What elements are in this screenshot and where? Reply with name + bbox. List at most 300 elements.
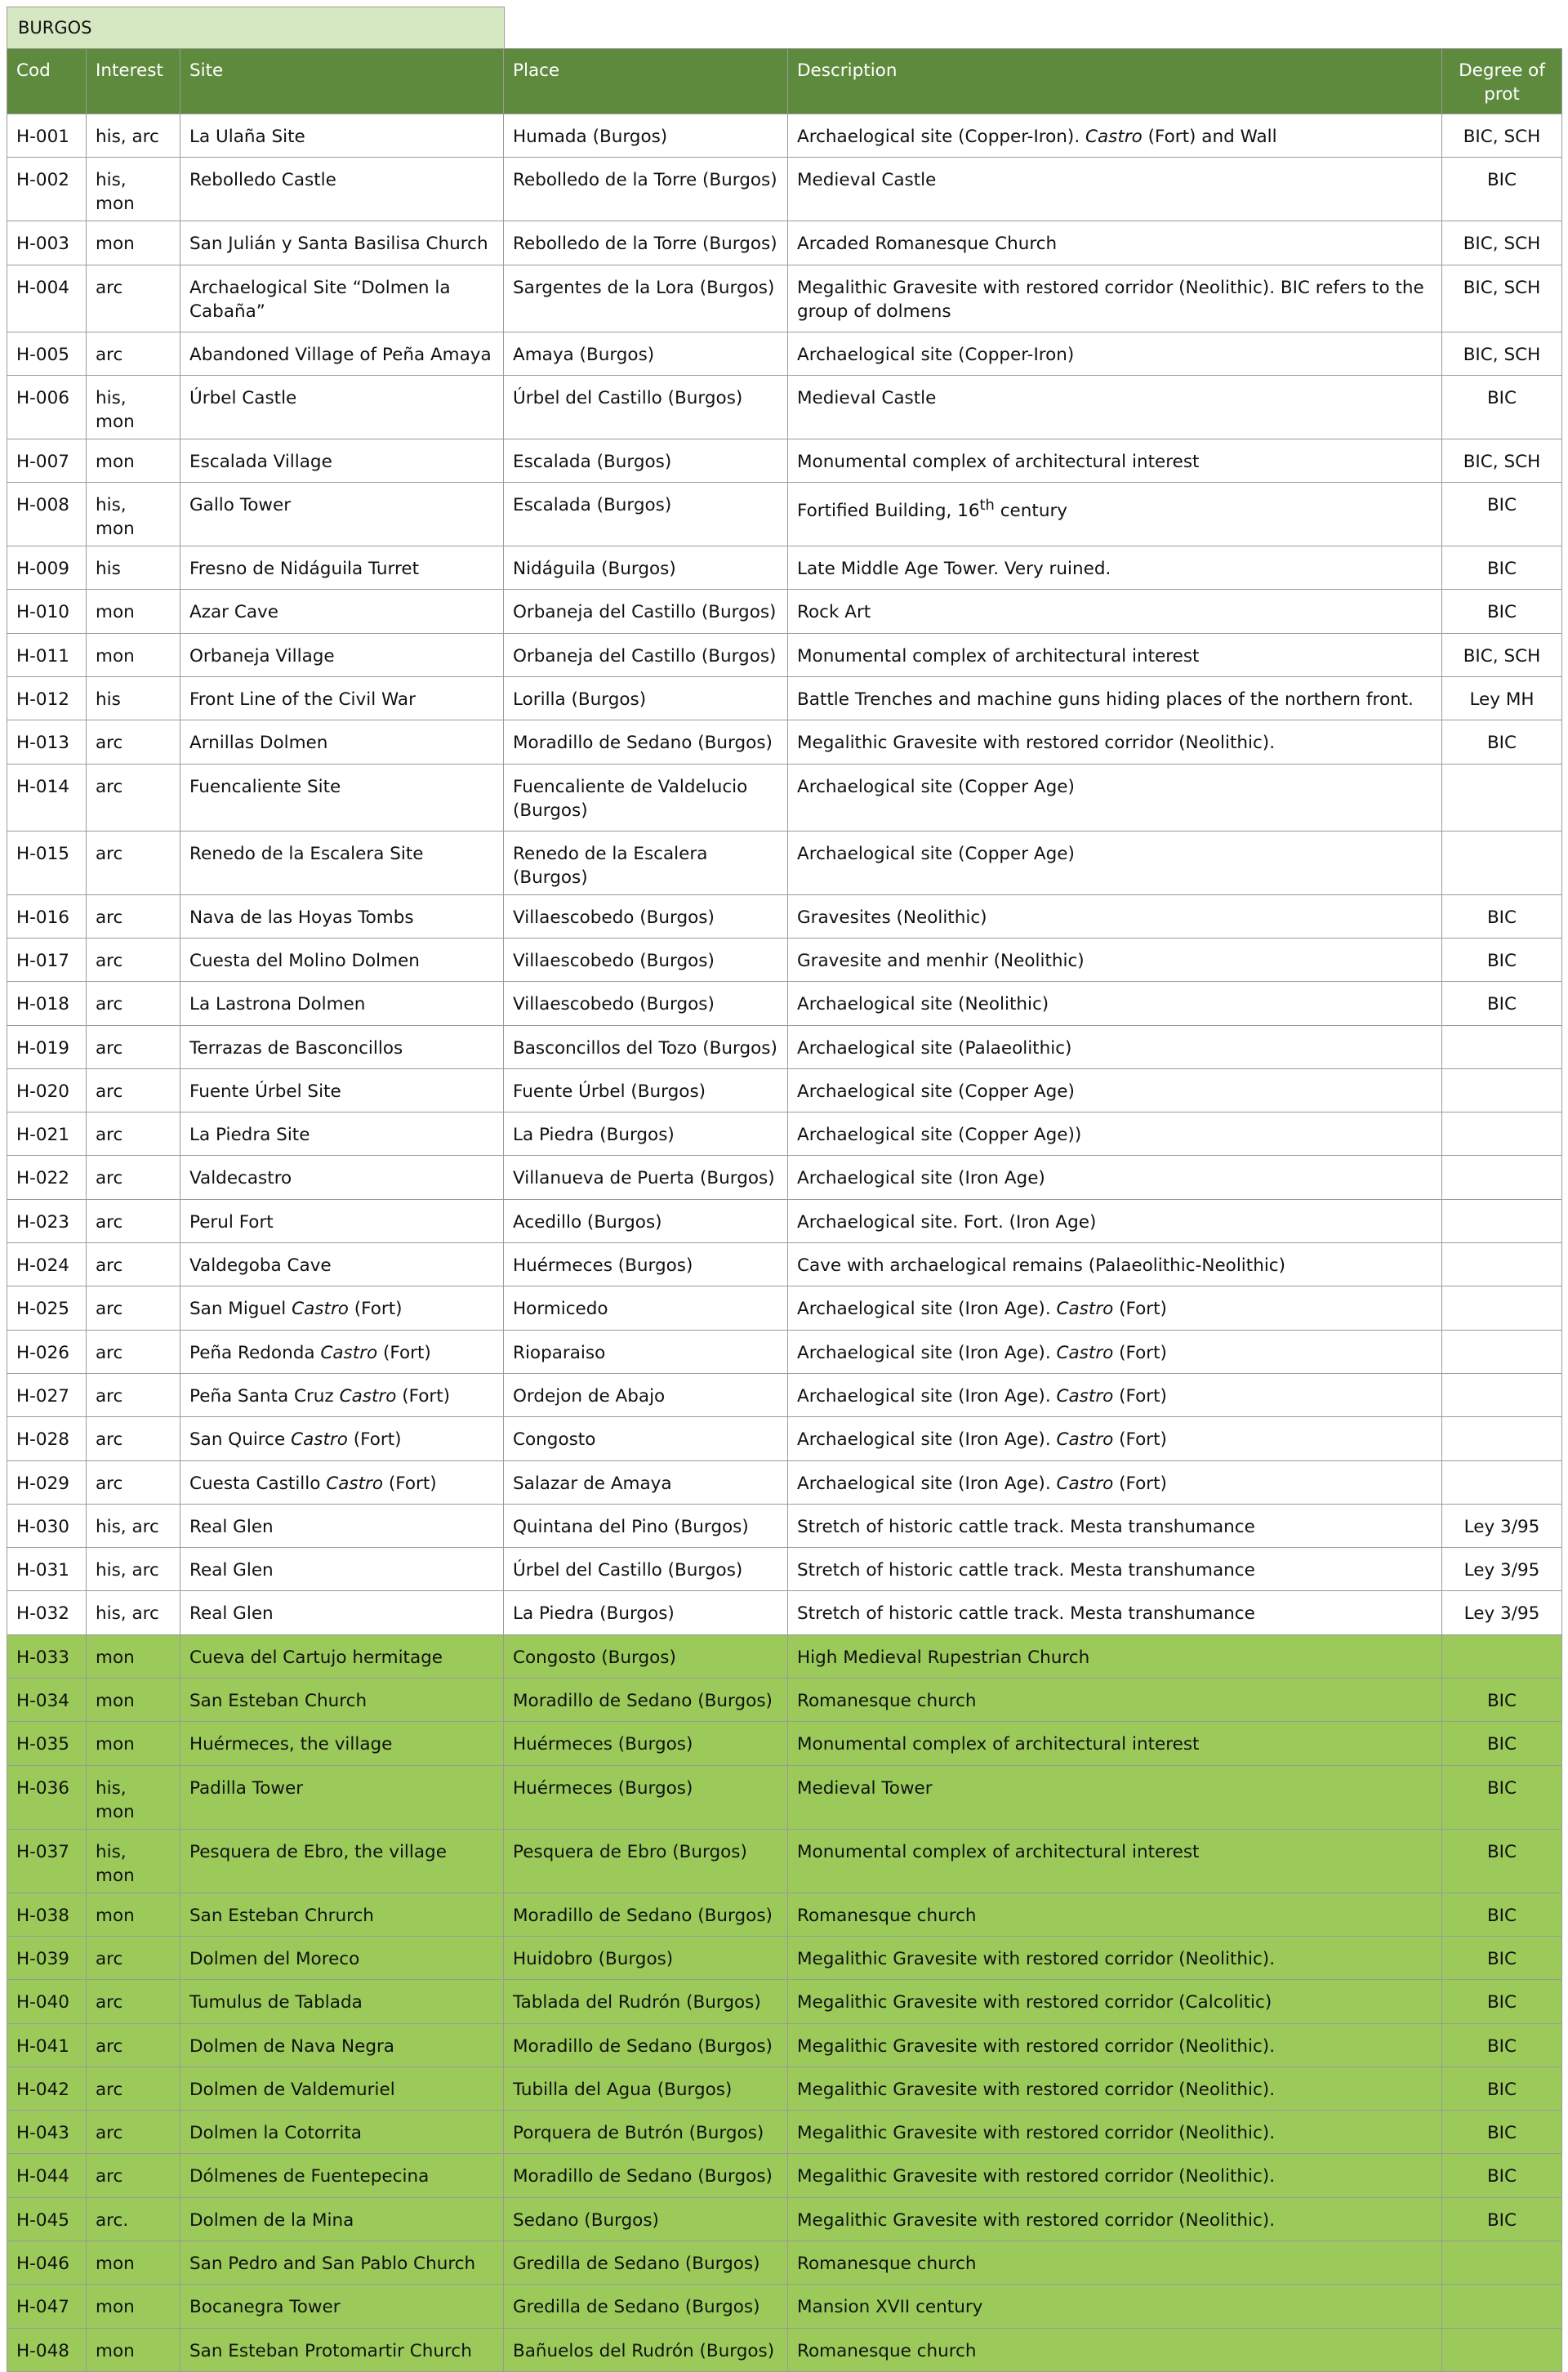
cell-cod: H-028: [7, 1417, 87, 1460]
cell-description: Medieval Castle: [788, 375, 1442, 439]
cell-cod: H-015: [7, 831, 87, 894]
cell-interest: arc.: [87, 2197, 180, 2240]
cell-cod: H-033: [7, 1634, 87, 1678]
table-row: [7, 2154, 1562, 2197]
table-row: [7, 633, 1562, 676]
table-row: [7, 1722, 1562, 1765]
cell-interest: arc: [87, 894, 180, 938]
cell-site: Valdegoba Cave: [180, 1243, 504, 1286]
cell-place: Porquera de Butrón (Burgos): [504, 2111, 788, 2154]
cell-degree: [1442, 764, 1562, 831]
cell-interest: arc: [87, 1460, 180, 1504]
cell-place: Huérmeces (Burgos): [504, 1243, 788, 1286]
cell-place: Moradillo de Sedano (Burgos): [504, 2023, 788, 2067]
cell-cod: H-038: [7, 1893, 87, 1936]
cell-cod: H-036: [7, 1765, 87, 1829]
cell-place: Tubilla del Agua (Burgos): [504, 2067, 788, 2110]
cell-site: Fuente Úrbel Site: [180, 1068, 504, 1112]
table-row: [7, 2285, 1562, 2328]
cell-description: Archaelogical site (Iron Age): [788, 1156, 1442, 1199]
cell-place: Tablada del Rudrón (Burgos): [504, 1980, 788, 2023]
cell-description: Romanesque church: [788, 2240, 1442, 2284]
cell-interest: arc: [87, 1199, 180, 1242]
table-row: [7, 221, 1562, 265]
cell-interest: arc: [87, 1980, 180, 2023]
cell-site: Padilla Tower: [180, 1765, 504, 1829]
table-row: [7, 938, 1562, 981]
cell-description: Battle Trenches and machine guns hiding places of the northern front.: [788, 677, 1442, 720]
cell-description: Archaelogical site (Copper Age)): [788, 1112, 1442, 1156]
cell-interest: arc: [87, 1330, 180, 1373]
cell-degree: [1442, 831, 1562, 894]
cell-cod: H-009: [7, 546, 87, 590]
cell-cod: H-046: [7, 2240, 87, 2284]
cell-site: Cuesta Castillo Castro (Fort): [180, 1460, 504, 1504]
cell-cod: H-044: [7, 2154, 87, 2197]
cell-cod: H-004: [7, 265, 87, 332]
cell-description: Archaelogical site (Copper-Iron). Castro (Fort) and Wall: [788, 114, 1442, 158]
table-row: [7, 590, 1562, 633]
cell-site: Terrazas de Basconcillos: [180, 1025, 504, 1068]
cell-interest: arc: [87, 1417, 180, 1460]
column-header-cod: Cod: [7, 49, 87, 114]
cell-description: Megalithic Gravesite with restored corridor (Neolithic). BIC refers to the group of dolmens: [788, 265, 1442, 332]
cell-cod: H-030: [7, 1504, 87, 1547]
cell-cod: H-018: [7, 982, 87, 1025]
cell-description: High Medieval Rupestrian Church: [788, 1634, 1442, 1678]
cell-description: Stretch of historic cattle track. Mesta transhumance: [788, 1548, 1442, 1591]
cell-description: Romanesque church: [788, 2328, 1442, 2371]
cell-place: Huérmeces (Burgos): [504, 1722, 788, 1765]
cell-site: Huérmeces, the village: [180, 1722, 504, 1765]
cell-degree: [1442, 1243, 1562, 1286]
cell-place: Congosto: [504, 1417, 788, 1460]
cell-site: Azar Cave: [180, 590, 504, 633]
table-row: [7, 1373, 1562, 1416]
cell-interest: mon: [87, 633, 180, 676]
cell-cod: H-001: [7, 114, 87, 158]
cell-cod: H-016: [7, 894, 87, 938]
cell-degree: BIC: [1442, 546, 1562, 590]
cell-place: Orbaneja del Castillo (Burgos): [504, 590, 788, 633]
cell-description: Archaelogical site (Iron Age). Castro (Fort): [788, 1373, 1442, 1416]
cell-place: Nidáguila (Burgos): [504, 546, 788, 590]
cell-cod: H-005: [7, 332, 87, 375]
cell-site: Escalada Village: [180, 439, 504, 482]
cell-description: Medieval Tower: [788, 1765, 1442, 1829]
cell-place: Escalada (Burgos): [504, 483, 788, 546]
cell-degree: BIC: [1442, 1679, 1562, 1722]
cell-degree: BIC, SCH: [1442, 332, 1562, 375]
cell-site: Dólmenes de Fuentepecina: [180, 2154, 504, 2197]
table-row: [7, 439, 1562, 482]
table-row: [7, 332, 1562, 375]
cell-place: Huérmeces (Burgos): [504, 1765, 788, 1829]
cell-place: Gredilla de Sedano (Burgos): [504, 2240, 788, 2284]
cell-degree: [1442, 1460, 1562, 1504]
cell-site: Dolmen del Moreco: [180, 1936, 504, 1979]
cell-degree: BIC: [1442, 2154, 1562, 2197]
table-row: [7, 764, 1562, 831]
cell-place: Fuente Úrbel (Burgos): [504, 1068, 788, 1112]
cell-description: Archaelogical site. Fort. (Iron Age): [788, 1199, 1442, 1242]
table-row: [7, 1025, 1562, 1068]
cell-degree: [1442, 1417, 1562, 1460]
cell-site: Front Line of the Civil War: [180, 677, 504, 720]
cell-place: Rioparaiso: [504, 1330, 788, 1373]
cell-cod: H-024: [7, 1243, 87, 1286]
cell-degree: [1442, 1199, 1562, 1242]
cell-interest: mon: [87, 2285, 180, 2328]
cell-description: Monumental complex of architectural interest: [788, 633, 1442, 676]
table-row: [7, 375, 1562, 439]
cell-cod: H-007: [7, 439, 87, 482]
cell-cod: H-026: [7, 1330, 87, 1373]
cell-degree: [1442, 1025, 1562, 1068]
cell-site: Peña Redonda Castro (Fort): [180, 1330, 504, 1373]
cell-site: San Esteban Protomartir Church: [180, 2328, 504, 2371]
cell-description: Megalithic Gravesite with restored corridor (Neolithic).: [788, 2154, 1442, 2197]
table-row: [7, 114, 1562, 158]
cell-interest: arc: [87, 1112, 180, 1156]
cell-description: Archaelogical site (Iron Age). Castro (Fort): [788, 1330, 1442, 1373]
cell-degree: BIC: [1442, 2067, 1562, 2110]
cell-site: Real Glen: [180, 1548, 504, 1591]
cell-degree: [1442, 1373, 1562, 1416]
cell-interest: arc: [87, 720, 180, 764]
table-row: [7, 1112, 1562, 1156]
cell-place: Úrbel del Castillo (Burgos): [504, 375, 788, 439]
cell-degree: [1442, 2240, 1562, 2284]
cell-site: San Esteban Church: [180, 1679, 504, 1722]
table-row: [7, 720, 1562, 764]
cell-degree: BIC: [1442, 375, 1562, 439]
table-row: [7, 158, 1562, 221]
cell-description: Megalithic Gravesite with restored corridor (Neolithic).: [788, 2067, 1442, 2110]
table-row: [7, 2023, 1562, 2067]
table-row: [7, 1591, 1562, 1634]
table-row: [7, 1829, 1562, 1893]
cell-interest: arc: [87, 2067, 180, 2110]
table-row: [7, 2111, 1562, 2154]
cell-place: Moradillo de Sedano (Burgos): [504, 720, 788, 764]
cell-interest: mon: [87, 439, 180, 482]
cell-degree: BIC: [1442, 1765, 1562, 1829]
cell-description: Archaelogical site (Iron Age). Castro (Fort): [788, 1460, 1442, 1504]
cell-interest: arc: [87, 265, 180, 332]
cell-interest: his, mon: [87, 483, 180, 546]
cell-site: Renedo de la Escalera Site: [180, 831, 504, 894]
cell-cod: H-014: [7, 764, 87, 831]
cell-site: Valdecastro: [180, 1156, 504, 1199]
region-label: BURGOS: [7, 7, 505, 48]
cell-site: Pesquera de Ebro, the village: [180, 1829, 504, 1893]
cell-description: Megalithic Gravesite with restored corridor (Neolithic).: [788, 2111, 1442, 2154]
cell-site: Cuesta del Molino Dolmen: [180, 938, 504, 981]
cell-place: Moradillo de Sedano (Burgos): [504, 2154, 788, 2197]
cell-degree: BIC: [1442, 720, 1562, 764]
cell-degree: BIC: [1442, 2111, 1562, 2154]
cell-cod: H-011: [7, 633, 87, 676]
cell-place: Acedillo (Burgos): [504, 1199, 788, 1242]
cell-interest: arc: [87, 1243, 180, 1286]
cell-cod: H-032: [7, 1591, 87, 1634]
cell-degree: [1442, 2285, 1562, 2328]
column-header-interest: Interest: [87, 49, 180, 114]
cell-cod: H-023: [7, 1199, 87, 1242]
cell-site: Dolmen de la Mina: [180, 2197, 504, 2240]
cell-site: Archaelogical Site “Dolmen la Cabaña”: [180, 265, 504, 332]
cell-description: Stretch of historic cattle track. Mesta transhumance: [788, 1591, 1442, 1634]
cell-site: Real Glen: [180, 1591, 504, 1634]
cell-cod: H-035: [7, 1722, 87, 1765]
cell-description: Monumental complex of architectural interest: [788, 1722, 1442, 1765]
table-row: [7, 894, 1562, 938]
cell-degree: Ley 3/95: [1442, 1548, 1562, 1591]
cell-cod: H-003: [7, 221, 87, 265]
table-row: [7, 1068, 1562, 1112]
cell-place: Escalada (Burgos): [504, 439, 788, 482]
cell-interest: mon: [87, 590, 180, 633]
cell-cod: H-031: [7, 1548, 87, 1591]
cell-interest: his, arc: [87, 114, 180, 158]
table-row: [7, 1417, 1562, 1460]
cell-degree: BIC: [1442, 158, 1562, 221]
cell-description: Romanesque church: [788, 1893, 1442, 1936]
cell-place: Villaescobedo (Burgos): [504, 894, 788, 938]
cell-place: Humada (Burgos): [504, 114, 788, 158]
cell-site: Rebolledo Castle: [180, 158, 504, 221]
cell-cod: H-041: [7, 2023, 87, 2067]
cell-place: Lorilla (Burgos): [504, 677, 788, 720]
cell-site: San Pedro and San Pablo Church: [180, 2240, 504, 2284]
cell-place: Orbaneja del Castillo (Burgos): [504, 633, 788, 676]
table-row: [7, 1460, 1562, 1504]
table-header-row: [7, 49, 1562, 114]
cell-site: Real Glen: [180, 1504, 504, 1547]
table-row: [7, 483, 1562, 546]
cell-description: Megalithic Gravesite with restored corridor (Neolithic).: [788, 720, 1442, 764]
cell-degree: [1442, 1330, 1562, 1373]
cell-place: Ordejon de Abajo: [504, 1373, 788, 1416]
cell-degree: BIC: [1442, 938, 1562, 981]
cell-description: Rock Art: [788, 590, 1442, 633]
table-row: [7, 2240, 1562, 2284]
cell-site: Orbaneja Village: [180, 633, 504, 676]
cell-degree: Ley 3/95: [1442, 1504, 1562, 1547]
cell-interest: his, mon: [87, 158, 180, 221]
cell-place: Villaescobedo (Burgos): [504, 982, 788, 1025]
cell-interest: arc: [87, 2154, 180, 2197]
cell-description: Archaelogical site (Copper Age): [788, 1068, 1442, 1112]
cell-place: Salazar de Amaya: [504, 1460, 788, 1504]
cell-site: Úrbel Castle: [180, 375, 504, 439]
table-row: [7, 1936, 1562, 1979]
cell-interest: arc: [87, 1936, 180, 1979]
cell-site: San Quirce Castro (Fort): [180, 1417, 504, 1460]
cell-place: Moradillo de Sedano (Burgos): [504, 1893, 788, 1936]
cell-interest: mon: [87, 1893, 180, 1936]
cell-cod: H-045: [7, 2197, 87, 2240]
cell-description: Medieval Castle: [788, 158, 1442, 221]
table-row: [7, 1634, 1562, 1678]
cell-degree: [1442, 1634, 1562, 1678]
cell-site: Nava de las Hoyas Tombs: [180, 894, 504, 938]
cell-interest: arc: [87, 2111, 180, 2154]
cell-place: Sedano (Burgos): [504, 2197, 788, 2240]
cell-cod: H-040: [7, 1980, 87, 2023]
cell-cod: H-037: [7, 1829, 87, 1893]
cell-degree: [1442, 1156, 1562, 1199]
cell-interest: his: [87, 677, 180, 720]
cell-degree: BIC: [1442, 1893, 1562, 1936]
cell-cod: H-017: [7, 938, 87, 981]
cell-site: San Miguel Castro (Fort): [180, 1286, 504, 1330]
cell-description: Archaelogical site (Copper Age): [788, 764, 1442, 831]
cell-description: Gravesite and menhir (Neolithic): [788, 938, 1442, 981]
cell-cod: H-010: [7, 590, 87, 633]
table-row: [7, 677, 1562, 720]
cell-description: Monumental complex of architectural interest: [788, 1829, 1442, 1893]
cell-site: Dolmen de Valdemuriel: [180, 2067, 504, 2110]
cell-cod: H-019: [7, 1025, 87, 1068]
cell-description: Mansion XVII century: [788, 2285, 1442, 2328]
cell-place: Renedo de la Escalera (Burgos): [504, 831, 788, 894]
cell-cod: H-025: [7, 1286, 87, 1330]
cell-degree: BIC: [1442, 483, 1562, 546]
cell-description: Archaelogical site (Iron Age). Castro (Fort): [788, 1417, 1442, 1460]
cell-place: La Piedra (Burgos): [504, 1591, 788, 1634]
table-row: [7, 1548, 1562, 1591]
cell-description: Fortified Building, 16th century: [788, 483, 1442, 546]
cell-description: Archaelogical site (Copper-Iron): [788, 332, 1442, 375]
cell-interest: his, mon: [87, 1765, 180, 1829]
cell-degree: BIC: [1442, 1829, 1562, 1893]
cell-site: Bocanegra Tower: [180, 2285, 504, 2328]
cell-interest: his: [87, 546, 180, 590]
table-row: [7, 265, 1562, 332]
cell-interest: arc: [87, 1068, 180, 1112]
cell-description: Cave with archaelogical remains (Palaeolithic-Neolithic): [788, 1243, 1442, 1286]
table-row: [7, 2197, 1562, 2240]
cell-description: Late Middle Age Tower. Very ruined.: [788, 546, 1442, 590]
cell-description: Megalithic Gravesite with restored corridor (Neolithic).: [788, 1936, 1442, 1979]
cell-cod: H-039: [7, 1936, 87, 1979]
cell-degree: [1442, 1068, 1562, 1112]
cell-degree: [1442, 2328, 1562, 2371]
cell-interest: arc: [87, 1156, 180, 1199]
table-row: [7, 831, 1562, 894]
cell-cod: H-013: [7, 720, 87, 764]
cell-description: Archaelogical site (Copper Age): [788, 831, 1442, 894]
cell-site: Fresno de Nidáguila Turret: [180, 546, 504, 590]
cell-interest: mon: [87, 221, 180, 265]
cell-cod: H-029: [7, 1460, 87, 1504]
cell-cod: H-042: [7, 2067, 87, 2110]
cell-interest: his, mon: [87, 375, 180, 439]
cell-place: Pesquera de Ebro (Burgos): [504, 1829, 788, 1893]
table-row: [7, 1980, 1562, 2023]
cell-degree: BIC: [1442, 982, 1562, 1025]
cell-description: Arcaded Romanesque Church: [788, 221, 1442, 265]
cell-interest: arc: [87, 1025, 180, 1068]
cell-interest: mon: [87, 1722, 180, 1765]
cell-interest: his, arc: [87, 1591, 180, 1634]
table-row: [7, 1893, 1562, 1936]
cell-interest: mon: [87, 2328, 180, 2371]
cell-place: Hormicedo: [504, 1286, 788, 1330]
cell-site: Cueva del Cartujo hermitage: [180, 1634, 504, 1678]
cell-degree: BIC: [1442, 1936, 1562, 1979]
cell-site: Tumulus de Tablada: [180, 1980, 504, 2023]
cell-interest: his, arc: [87, 1504, 180, 1547]
cell-place: Villanueva de Puerta (Burgos): [504, 1156, 788, 1199]
cell-degree: BIC, SCH: [1442, 221, 1562, 265]
cell-site: Abandoned Village of Peña Amaya: [180, 332, 504, 375]
cell-cod: H-048: [7, 2328, 87, 2371]
cell-place: Moradillo de Sedano (Burgos): [504, 1679, 788, 1722]
cell-site: Gallo Tower: [180, 483, 504, 546]
cell-description: Gravesites (Neolithic): [788, 894, 1442, 938]
cell-description: Stretch of historic cattle track. Mesta transhumance: [788, 1504, 1442, 1547]
cell-cod: H-022: [7, 1156, 87, 1199]
cell-degree: BIC: [1442, 2023, 1562, 2067]
cell-place: Basconcillos del Tozo (Burgos): [504, 1025, 788, 1068]
table-row: [7, 1286, 1562, 1330]
cell-description: Megalithic Gravesite with restored corridor (Neolithic).: [788, 2023, 1442, 2067]
cell-site: San Esteban Chrurch: [180, 1893, 504, 1936]
cell-cod: H-006: [7, 375, 87, 439]
cell-site: La Ulaña Site: [180, 114, 504, 158]
table-row: [7, 1765, 1562, 1829]
cell-site: La Lastrona Dolmen: [180, 982, 504, 1025]
cell-interest: arc: [87, 1286, 180, 1330]
cell-cod: H-012: [7, 677, 87, 720]
cell-site: Peña Santa Cruz Castro (Fort): [180, 1373, 504, 1416]
cell-place: Amaya (Burgos): [504, 332, 788, 375]
cell-degree: BIC, SCH: [1442, 265, 1562, 332]
cell-site: Dolmen de Nava Negra: [180, 2023, 504, 2067]
cell-cod: H-047: [7, 2285, 87, 2328]
cell-interest: arc: [87, 2023, 180, 2067]
cell-degree: Ley 3/95: [1442, 1591, 1562, 1634]
cell-cod: H-034: [7, 1679, 87, 1722]
column-header-degree: Degree of prot: [1442, 49, 1562, 114]
table-row: [7, 982, 1562, 1025]
cell-degree: BIC, SCH: [1442, 439, 1562, 482]
cell-degree: [1442, 1112, 1562, 1156]
table-row: [7, 1243, 1562, 1286]
table-row: [7, 2067, 1562, 2110]
cell-cod: H-027: [7, 1373, 87, 1416]
cell-degree: BIC: [1442, 1722, 1562, 1765]
cell-interest: arc: [87, 1373, 180, 1416]
cell-interest: mon: [87, 1634, 180, 1678]
cell-cod: H-002: [7, 158, 87, 221]
cell-place: Huidobro (Burgos): [504, 1936, 788, 1979]
cell-degree: Ley MH: [1442, 677, 1562, 720]
column-header-site: Site: [180, 49, 504, 114]
cell-place: Congosto (Burgos): [504, 1634, 788, 1678]
cell-description: Monumental complex of architectural interest: [788, 439, 1442, 482]
cell-place: Quintana del Pino (Burgos): [504, 1504, 788, 1547]
cell-place: Fuencaliente de Valdelucio (Burgos): [504, 764, 788, 831]
cell-interest: mon: [87, 1679, 180, 1722]
table-row: [7, 1679, 1562, 1722]
cell-place: Úrbel del Castillo (Burgos): [504, 1548, 788, 1591]
cell-site: Dolmen la Cotorrita: [180, 2111, 504, 2154]
table-row: [7, 1504, 1562, 1547]
